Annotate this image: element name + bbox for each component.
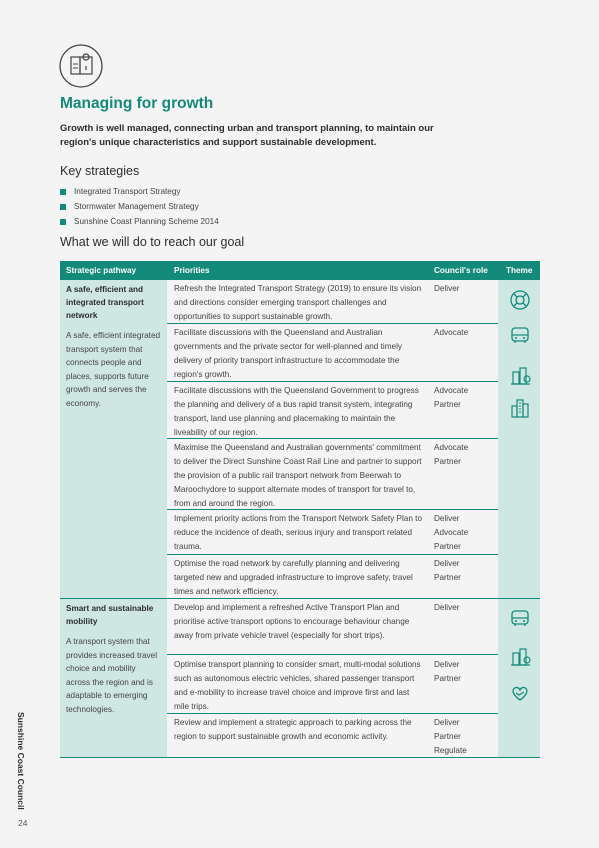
table-header xyxy=(60,261,540,280)
col-header-pathway: Strategic pathway xyxy=(66,266,137,275)
page-title: Managing for growth xyxy=(60,95,214,112)
bus-icon xyxy=(509,324,531,346)
square-bullet-icon xyxy=(60,189,66,195)
priority-text: Develop and implement a refreshed Active Transport Plan and prioritise active transport options to encourage behaviour change away from private vehicle travel (especially for short trips). xyxy=(174,603,410,640)
list-item: Integrated Transport Strategy xyxy=(60,184,219,199)
priority-text: Facilitate discussions with the Queensland and Australian governments and the private sector for well-planned and timely delivery of priority transport infrastructure to accommodate the region's growth. xyxy=(174,328,403,379)
council-role: Advocate xyxy=(434,328,469,337)
council-role: Deliver xyxy=(434,603,460,612)
key-strategies-heading: Key strategies xyxy=(60,164,140,178)
city-nature-icon xyxy=(509,364,531,386)
square-bullet-icon xyxy=(60,204,66,210)
council-role: Advocate Partner xyxy=(434,443,469,466)
council-role: Deliver Advocate Partner xyxy=(434,514,469,551)
intro-text: Growth is well managed, connecting urban and transport planning, to maintain our region's unique characteristics and support sustainable development. xyxy=(60,123,434,148)
col-header-priorities: Priorities xyxy=(174,266,210,275)
col-header-role: Council's role xyxy=(434,266,488,275)
city-nature-icon xyxy=(509,645,531,667)
row-divider xyxy=(167,554,498,555)
pathway-description: A safe, efficient integrated transport system that connects people and places, supports future growth and serves the economy. xyxy=(66,331,161,408)
heart-hands-icon xyxy=(509,682,531,704)
council-role: Advocate Partner xyxy=(434,386,469,409)
council-role: Deliver Partner Regulate xyxy=(434,718,467,755)
priority-text: Facilitate discussions with the Queensland Government to progress the planning and delivery of a bus rapid transit system, integrating transport, land use planning and placemaking to maintain the liveability of our region. xyxy=(174,386,419,437)
page-number: 24 xyxy=(18,818,28,828)
council-role: Deliver Partner xyxy=(434,559,461,582)
priority-text: Maximise the Queensland and Australian governments' commitment to deliver the Direct Sunshine Coast Rail Line and partner to support the provision of a public rail transport network from Beerwah to Maroochydore to support alternate modes of transport for travel to, from and around the region. xyxy=(174,443,422,508)
lifebuoy-icon xyxy=(509,289,531,311)
row-divider xyxy=(167,654,498,655)
priority-text: Optimise transport planning to consider smart, multi-modal solutions such as autonomous electric vehicles, shared passenger transport and e-mobility to increase travel choice and improve first and last mile trips. xyxy=(174,660,421,711)
square-bullet-icon xyxy=(60,219,66,225)
pathway-title: Smart and sustainable mobility xyxy=(66,604,154,626)
pathway-cell-bg xyxy=(60,280,167,598)
bus-icon xyxy=(509,607,531,629)
side-label: Sunshine Coast Council xyxy=(16,712,26,810)
map-pin-planning-icon xyxy=(59,44,103,88)
key-strategies-list xyxy=(60,184,219,229)
list-item: Sunshine Coast Planning Scheme 2014 xyxy=(60,214,219,229)
pathway-description: A transport system that provides increased travel choice and mobility across the region and is adaptable to emerging technologies. xyxy=(66,637,158,714)
priority-text: Review and implement a strategic approach to parking across the region to support sustainable growth and economic activity. xyxy=(174,718,412,741)
pathway-title: A safe, efficient and integrated transport network xyxy=(66,285,144,320)
council-role: Deliver xyxy=(434,284,460,293)
list-item: Stormwater Management Strategy xyxy=(60,199,219,214)
council-role: Deliver Partner xyxy=(434,660,461,683)
priority-text: Implement priority actions from the Transport Network Safety Plan to reduce the incidence of death, serious injury and transport related trauma. xyxy=(174,514,422,551)
goal-heading: What we will do to reach our goal xyxy=(60,235,245,249)
goal-table xyxy=(60,261,540,758)
buildings-icon xyxy=(509,397,531,419)
col-header-theme: Theme xyxy=(506,266,533,275)
priority-text: Optimise the road network by carefully planning and delivering targeted new and upgraded infrastructure to improve safety, travel times and network efficiency. xyxy=(174,559,413,596)
priority-text: Refresh the Integrated Transport Strategy (2019) to ensure its vision and directions consider emerging transport challenges and opportunities to support sustainable growth. xyxy=(174,284,422,321)
